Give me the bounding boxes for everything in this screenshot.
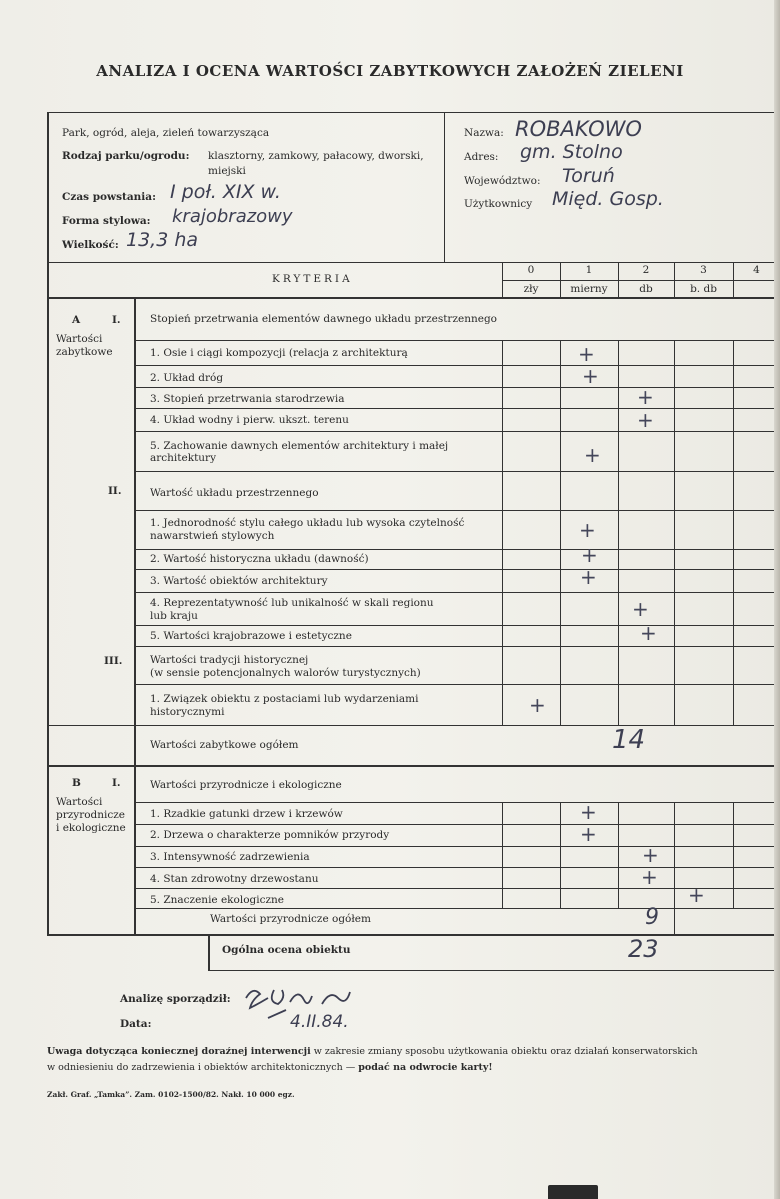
section-b-i: I. (112, 777, 121, 789)
section-a: A (72, 314, 81, 326)
row-b1-4: 4. Stan zdrowotny drzewostanu (150, 873, 319, 885)
frame-left (47, 112, 49, 936)
print-info: Zakł. Graf. „Tamka”. Zam. 0102-1500/82. Nakł. 10 000 egz. (47, 1090, 295, 1099)
row-a2-4b: lub kraju (150, 610, 198, 622)
score-0: 0 (527, 264, 535, 276)
overall-value: 23 (628, 935, 659, 963)
czas-label: Czas powstania: (62, 191, 156, 203)
grade-0: zły (523, 283, 539, 295)
score-1: 1 (585, 264, 593, 276)
section-a-ii: II. (108, 485, 122, 497)
score-2: 2 (642, 264, 650, 276)
mark-b1-4: + (641, 865, 658, 889)
data-label: Data: (120, 1018, 152, 1030)
binding-clip (548, 1185, 598, 1199)
mark-b1-2: + (580, 822, 597, 846)
section-b: B (72, 777, 81, 789)
note-text-1: w zakresie zmiany sposobu użytkowania obiektu oraz działań konserwatorskich (310, 1046, 698, 1057)
section-a-i: I. (112, 314, 121, 326)
score-divider (502, 280, 780, 281)
mark-a1-2: + (582, 364, 599, 388)
row-a2-3: 3. Wartość obiektów architektury (150, 575, 328, 587)
forma-label: Forma stylowa: (62, 215, 151, 227)
row-a2-1a: 1. Jednorodność stylu całego układu lub wysoka czytelność (150, 517, 465, 529)
note-text-2: w odniesieniu do zadrzewienia i obiektów architektonicznych — (47, 1062, 359, 1073)
czas-value: I poł. XIX w. (170, 181, 281, 203)
adres-value: gm. Stolno (520, 141, 623, 163)
section-b-label: Wartości przyrodnicze i ekologiczne (56, 796, 126, 834)
section-a-iii: III. (104, 655, 123, 667)
mark-a2-4: + (632, 597, 649, 621)
date-value: 4.II.84. (290, 1012, 349, 1032)
kryteria-bottom (47, 297, 780, 299)
rodzaj-label: Rodzaj parku/ogrodu: (62, 150, 190, 162)
forma-value: krajobrazowy (172, 206, 293, 227)
row-b1-1: 1. Rzadkie gatunki drzew i krzewów (150, 808, 343, 820)
wielkosc-value: 13,3 ha (126, 229, 199, 251)
woj-label: Województwo: (464, 175, 541, 187)
header-divider (444, 112, 445, 262)
score-4: 4 (753, 264, 760, 276)
row-a1-5b: architektury (150, 452, 217, 464)
row-a1-4: 4. Układ wodny i pierw. ukszt. terenu (150, 414, 349, 426)
mark-a2-2: + (581, 543, 598, 567)
row-b1-5: 5. Znaczenie ekologiczne (150, 894, 285, 906)
header-bottom (47, 262, 780, 263)
b-total-value: 9 (645, 905, 659, 930)
kryteria-label: KRYTERIA (272, 273, 353, 285)
nazwa-value: ROBAKOWO (515, 117, 642, 141)
page-edge (774, 0, 780, 1199)
frame-top (47, 112, 780, 113)
row-a3-head-b: (w sensie potencjonalnych walorów turystycznych) (150, 667, 421, 679)
row-a3-head-a: Wartości tradycji historycznej (150, 654, 309, 666)
page-title: ANALIZA I OCENA WARTOŚCI ZABYTKOWYCH ZAŁOŻEŃ ZIELENI (96, 62, 684, 80)
row-a2-1b: nawarstwień stylowych (150, 530, 275, 542)
note (47, 1044, 777, 1076)
mark-b1-1: + (580, 800, 597, 824)
mark-a2-3: + (580, 565, 597, 589)
note-bold-2: podać na odwrocie karty! (358, 1062, 493, 1073)
a-total-value: 14 (612, 725, 646, 755)
grade-2: db (639, 283, 653, 295)
row-a3-1a: 1. Związek obiektu z postaciami lub wydarzeniami (150, 693, 419, 705)
row-a1-3: 3. Stopień przetrwania starodrzewia (150, 393, 345, 405)
uzyt-value: Międ. Gosp. (552, 188, 664, 210)
mark-a2-1: + (579, 518, 596, 542)
row-a1-2: 2. Układ dróg (150, 372, 224, 384)
overall-label: Ogólna ocena obiektu (222, 944, 351, 956)
score-3: 3 (700, 264, 707, 276)
nazwa-label: Nazwa: (464, 127, 504, 139)
row-b1-3: 3. Intensywność zadrzewienia (150, 851, 310, 863)
adres-label: Adres: (464, 151, 499, 163)
row-a2-5: 5. Wartości krajobrazowe i estetyczne (150, 630, 352, 642)
row-a2-head: Wartość układu przestrzennego (150, 487, 319, 499)
note-bold-1: Uwaga dotycząca koniecznej doraźnej interwencji (47, 1046, 311, 1057)
row-a1-1: 1. Osie i ciągi kompozycji (relacja z architekturą (150, 347, 408, 359)
mark-b1-5: + (688, 883, 705, 907)
mark-a2-5: + (640, 621, 657, 645)
section-a-label: Wartości zabytkowe (56, 333, 113, 358)
grade-3: b. db (690, 283, 717, 295)
mark-a1-4: + (637, 408, 654, 432)
mark-a1-5: + (584, 443, 601, 467)
mark-a1-3: + (637, 385, 654, 409)
row-a1-5a: 5. Zachowanie dawnych elementów architektury i małej (150, 440, 449, 452)
rodzaj-options2: miejski (208, 165, 246, 177)
row-a2-2: 2. Wartość historyczna układu (dawność) (150, 553, 369, 565)
row-b1-2: 2. Drzewa o charakterze pomników przyrody (150, 829, 390, 841)
grade-1: mierny (570, 283, 608, 295)
woj-value: Toruń (562, 165, 615, 187)
wielkosc-label: Wielkość: (62, 239, 119, 251)
row-a2-4a: 4. Reprezentatywność lub unikalność w skali regionu (150, 597, 434, 609)
mark-a1-1: + (578, 342, 595, 366)
row-a3-1b: historycznymi (150, 706, 225, 718)
row-a1-head: Stopień przetrwania elementów dawnego układu przestrzennego (150, 313, 497, 325)
uzyt-label: Użytkownicy (464, 198, 533, 210)
row-a-total: Wartości zabytkowe ogółem (150, 739, 299, 751)
rodzaj-options: klasztorny, zamkowy, pałacowy, dworski, (208, 150, 424, 162)
analiza-label: Analizę sporządził: (120, 993, 231, 1005)
row-b1-head: Wartości przyrodnicze i ekologiczne (150, 779, 342, 791)
type-line: Park, ogród, aleja, zieleń towarzysząca (62, 127, 270, 139)
mark-b1-3: + (642, 843, 659, 867)
row-b-total: Wartości przyrodnicze ogółem (210, 913, 371, 925)
mark-a3-1: + (529, 693, 546, 717)
section-column-divider (134, 297, 136, 936)
